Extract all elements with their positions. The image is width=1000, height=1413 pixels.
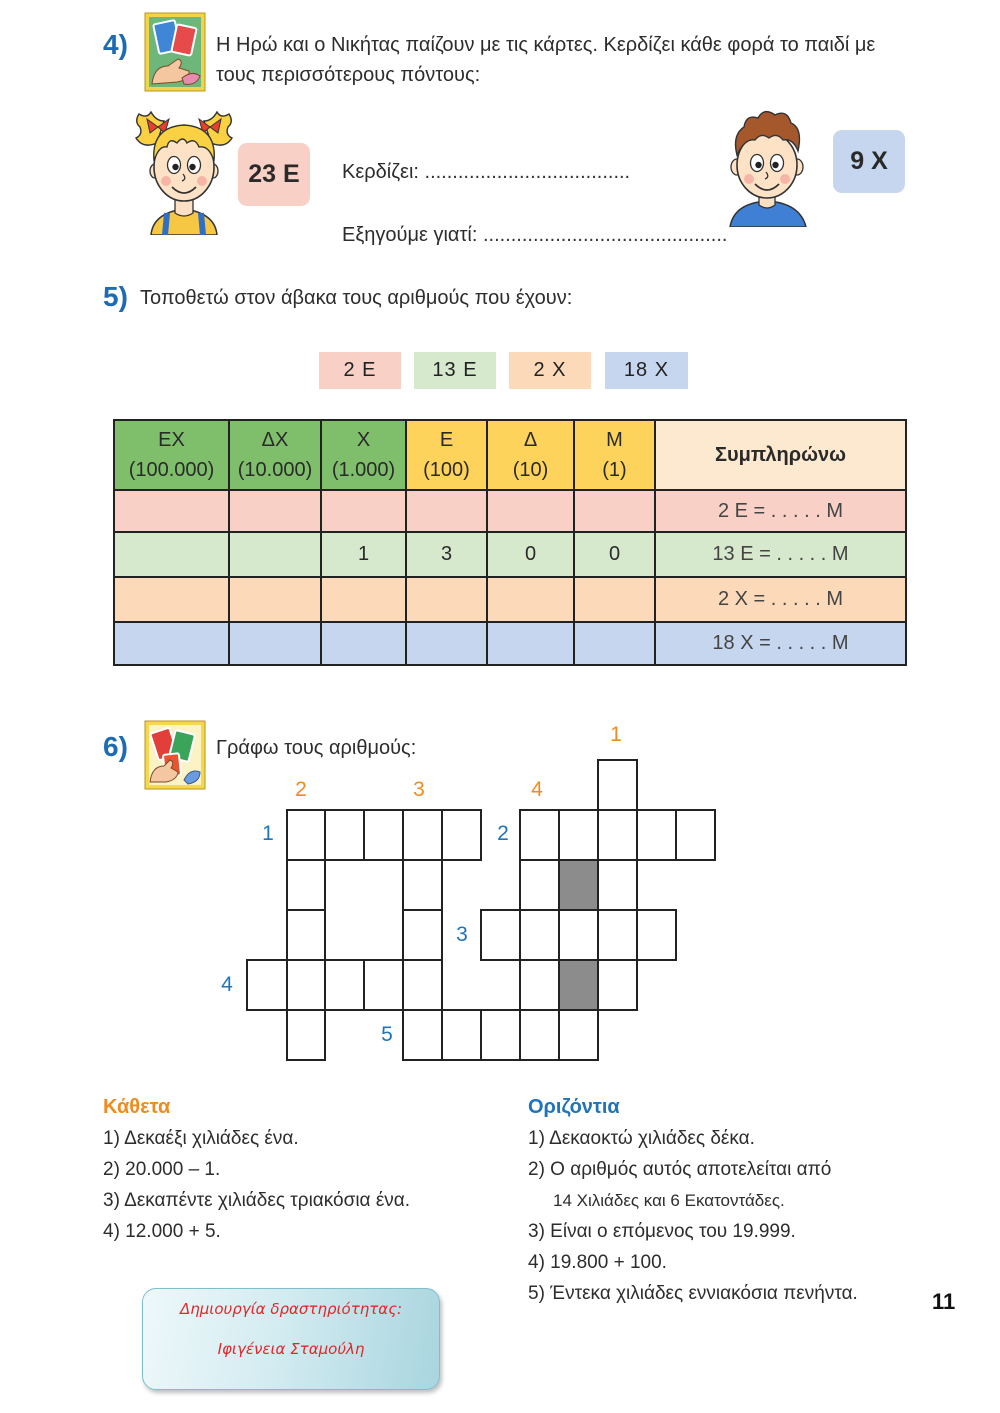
header-hundred-thousands (114, 420, 229, 490)
down-clues-title: Κάθετα (103, 1096, 171, 1118)
card-game-icon (144, 720, 206, 790)
crossword-cell[interactable] (286, 809, 326, 861)
across-clue: 5) Έντεκα χιλιάδες εννιακόσια πενήντα. (528, 1283, 858, 1304)
column-value: (1.000) (331, 459, 396, 481)
abacus-table (113, 419, 907, 666)
crossword-cell[interactable] (480, 909, 521, 961)
header-thousands (321, 420, 406, 490)
exercise-5-instruction: Τοποθετώ στον άβακα τους αριθμούς που έχουν: (140, 287, 573, 309)
exercise-4-text-line-1: Η Ηρώ και ο Νικήτας παίζουν με τις κάρτες. Κερδίζει κάθε φορά το παιδί με (216, 34, 876, 56)
number-card-2-hundreds: 2 Ε (319, 352, 401, 389)
crossword-cell[interactable] (402, 909, 443, 961)
crossword-down-label-3: 3 (413, 778, 425, 801)
column-value: (10) (512, 459, 549, 481)
digit-cell[interactable] (114, 577, 229, 622)
column-value: (100.000) (128, 459, 215, 481)
crossword-cell[interactable] (519, 959, 560, 1011)
girl-face (150, 125, 218, 201)
credit-author: Ιφιγένεια Σταμούλη (217, 1340, 365, 1358)
digit-cell[interactable] (114, 622, 229, 665)
crossword-down-label-2: 2 (295, 778, 307, 801)
digit-cell[interactable] (321, 577, 406, 622)
digit-cell[interactable] (406, 577, 487, 622)
column-label: Μ (606, 429, 623, 451)
crossword-cell[interactable] (597, 909, 638, 961)
crossword-cell[interactable] (324, 959, 365, 1011)
crossword-cell[interactable] (363, 959, 404, 1011)
boy-points-card: 9 Χ (833, 130, 905, 193)
across-clue: 1) Δεκαοκτώ χιλιάδες δέκα. (528, 1128, 755, 1149)
boy-illustration (720, 103, 814, 227)
crossword-across-label-4: 4 (221, 973, 233, 996)
playing-cards-icon (144, 12, 206, 92)
crossword-down-label-1: 1 (610, 723, 622, 746)
header-ten-thousands (229, 420, 321, 490)
column-label: ΔΧ (261, 429, 289, 451)
crossword-cell[interactable] (286, 1009, 326, 1061)
crossword-cell[interactable] (402, 859, 443, 911)
header-units (574, 420, 655, 490)
digit-cell[interactable] (321, 622, 406, 665)
digit-cell[interactable] (574, 577, 655, 622)
crossword-blocked-cell (558, 859, 599, 911)
column-value: (100) (423, 459, 470, 481)
header-hundreds (406, 420, 487, 490)
crossword-cell[interactable] (675, 809, 716, 861)
down-clues (103, 1123, 410, 1247)
down-clue: 4) 12.000 + 5. (103, 1221, 221, 1242)
across-clue-continuation: 14 Χιλιάδες και 6 Εκατοντάδες. (553, 1191, 785, 1210)
digit-cell[interactable] (229, 622, 321, 665)
abacus-row (114, 490, 906, 532)
crossword-across-label-2: 2 (497, 822, 509, 845)
digit-cell: 0 (574, 532, 655, 577)
crossword-cell[interactable] (324, 809, 365, 861)
winner-label: Κερδίζει: (342, 161, 419, 183)
winner-line (342, 158, 630, 186)
crossword-cell[interactable] (286, 959, 326, 1011)
boy-body (730, 195, 806, 227)
down-clue: 2) 20.000 – 1. (103, 1159, 221, 1180)
digit-cell[interactable] (406, 490, 487, 532)
number-card-2-thousands: 2 Χ (509, 352, 591, 389)
crossword-cell[interactable] (246, 959, 288, 1011)
reason-label: Εξηγούμε γιατί: (342, 224, 478, 246)
fill-in-cell[interactable]: 13 Ε = . . . . . Μ (655, 532, 906, 577)
exercise-6-instruction: Γράφω τους αριθμούς: (216, 737, 417, 759)
crossword-cell[interactable] (286, 909, 326, 961)
digit-cell[interactable] (487, 490, 574, 532)
abacus-header-row (114, 420, 906, 490)
column-label: Δ (523, 429, 538, 451)
exercise-4-number: 4) (103, 29, 128, 60)
page-number: 11 (932, 1289, 956, 1314)
digit-cell: 3 (406, 532, 487, 577)
crossword-cell[interactable] (558, 909, 599, 961)
digit-cell: 1 (321, 532, 406, 577)
digit-cell[interactable] (487, 622, 574, 665)
crossword-cell[interactable] (402, 1009, 443, 1061)
crossword-cell[interactable] (480, 1009, 521, 1061)
girl-illustration (133, 103, 235, 235)
crossword-cell[interactable] (597, 959, 638, 1011)
abacus-row (114, 622, 906, 665)
credit-box (142, 1288, 440, 1390)
column-label: ΕΧ (158, 429, 185, 451)
girl-points-card: 23 Ε (238, 143, 310, 206)
crossword-across-label-5: 5 (381, 1023, 393, 1046)
crossword-cell[interactable] (597, 859, 638, 911)
digit-cell[interactable] (114, 490, 229, 532)
crossword-cell[interactable] (558, 809, 599, 861)
header-fill-in: Συμπληρώνω (655, 420, 906, 490)
down-clue: 1) Δεκαέξι χιλιάδες ένα. (103, 1128, 299, 1149)
fill-in-cell[interactable]: 2 Χ = . . . . . Μ (655, 577, 906, 622)
digit-cell[interactable] (487, 577, 574, 622)
crossword-cell[interactable] (597, 759, 638, 811)
crossword-cell[interactable] (519, 1009, 560, 1061)
girl-body (151, 199, 217, 235)
crossword-cell[interactable] (558, 1009, 599, 1061)
exercise-4-text-line-2: τους περισσότερους πόντους: (216, 64, 481, 86)
abacus-row (114, 532, 906, 577)
header-tens (487, 420, 574, 490)
column-label: Χ (356, 429, 371, 451)
crossword-across-label-3: 3 (456, 923, 468, 946)
digit-cell[interactable] (229, 490, 321, 532)
digit-cell[interactable] (114, 532, 229, 577)
crossword-cell[interactable] (286, 859, 326, 911)
column-value: (10.000) (237, 459, 313, 481)
column-label: Ε (439, 429, 454, 451)
number-card-18-thousands: 18 Χ (605, 352, 688, 389)
across-clue: 4) 19.800 + 100. (528, 1252, 667, 1273)
reason-line (342, 221, 727, 249)
digit-cell[interactable] (574, 622, 655, 665)
digit-cell[interactable] (574, 490, 655, 532)
winner-answer-blank[interactable]: ..................................... (424, 161, 631, 183)
digit-cell[interactable] (406, 622, 487, 665)
abacus-row (114, 577, 906, 622)
number-card-13-hundreds: 13 Ε (414, 352, 496, 389)
crossword-grid (247, 760, 715, 1060)
fill-in-cell[interactable]: 2 Ε = . . . . . Μ (655, 490, 906, 532)
digit-cell: 0 (487, 532, 574, 577)
crossword-cell[interactable] (363, 809, 404, 861)
crossword-cell[interactable] (519, 909, 560, 961)
credit-title: Δημιουργία δραστηριότητας: (179, 1300, 403, 1318)
across-clue: 2) Ο αριθμός αυτός αποτελείται από (528, 1159, 832, 1180)
across-clues-title: Οριζόντια (528, 1096, 620, 1118)
digit-cell[interactable] (229, 577, 321, 622)
digit-cell[interactable] (321, 490, 406, 532)
crossword-cell[interactable] (402, 959, 443, 1011)
boy-face (731, 112, 803, 198)
crossword-cell[interactable] (519, 859, 560, 911)
down-clue: 3) Δεκαπέντε χιλιάδες τριακόσια ένα. (103, 1190, 411, 1211)
crossword-blocked-cell (558, 959, 599, 1011)
crossword-cell[interactable] (597, 809, 638, 861)
digit-cell[interactable] (229, 532, 321, 577)
reason-answer-blank[interactable]: ............................................ (482, 224, 728, 246)
across-clues (528, 1123, 858, 1309)
exercise-6-number: 6) (103, 731, 128, 762)
across-clue: 3) Είναι ο επόμενος του 19.999. (528, 1221, 796, 1242)
crossword-across-label-1: 1 (262, 822, 274, 845)
crossword-cell[interactable] (441, 809, 482, 861)
crossword-down-label-4: 4 (531, 778, 543, 801)
column-value: (1) (602, 459, 627, 481)
crossword-cell[interactable] (402, 809, 443, 861)
fill-in-cell[interactable]: 18 Χ = . . . . . Μ (655, 622, 906, 665)
crossword-cell[interactable] (636, 909, 677, 961)
crossword-cell[interactable] (519, 809, 560, 861)
crossword-cell[interactable] (636, 809, 677, 861)
crossword-cell[interactable] (441, 1009, 482, 1061)
exercise-5-number: 5) (103, 281, 128, 312)
